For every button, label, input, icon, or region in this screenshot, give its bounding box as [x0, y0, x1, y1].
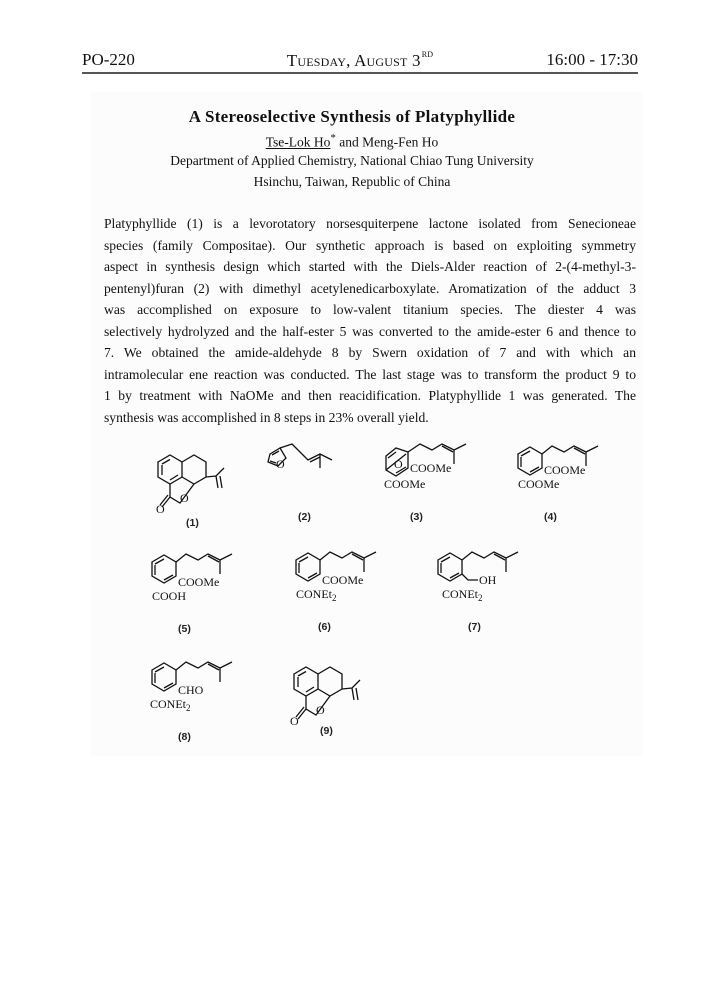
co-author: and Meng-Fen Ho — [335, 134, 439, 150]
svg-text:CONEt2: CONEt$_2$ — [296, 587, 337, 603]
svg-text:O: O — [290, 714, 299, 728]
authors — [0, 132, 704, 151]
page-header — [82, 50, 638, 74]
compound-3-structure — [380, 440, 490, 530]
author-mark: * — [330, 132, 336, 144]
svg-text:COOMe: COOMe — [384, 477, 426, 491]
session-time: 16:00 - 17:30 — [546, 50, 638, 69]
svg-text:CONEt2: CONEt$_2$ — [150, 697, 191, 713]
abstract-line: species (family Compositae). Our synthetic approach is based on exploiting symmetry — [104, 237, 636, 253]
compound-4 — [512, 440, 622, 530]
paper-title: A Stereoselective Synthesis of Platyphyllide — [188, 107, 516, 126]
compound-5-structure — [146, 546, 256, 638]
compound-4-structure — [512, 440, 622, 530]
compound-3-label: (3) — [410, 511, 423, 523]
svg-text:O: O — [180, 491, 189, 505]
compound-8 — [146, 654, 256, 746]
location: Hsinchu, Taiwan, Republic of China — [253, 174, 451, 189]
compound-2-structure — [262, 442, 362, 527]
compound-1-label: (1) — [186, 517, 199, 529]
svg-text:CHO: CHO — [178, 683, 204, 697]
compound-3 — [380, 440, 490, 530]
compound-6-structure — [290, 544, 400, 636]
svg-text:O: O — [316, 703, 325, 717]
abstract-line: intramolecular ene reaction was conducted. The last stage was to transform the product 9 to — [104, 366, 636, 382]
presenting-author: Tse-Lok Ho — [265, 134, 331, 150]
compound-1 — [148, 440, 258, 530]
compound-7-label: (7) — [468, 621, 481, 633]
abstract-line: synthesis was accomplished in 8 steps in 23% overall yield. — [104, 409, 429, 425]
svg-text:O: O — [276, 457, 285, 471]
svg-text:COOMe: COOMe — [178, 575, 220, 589]
compound-6-label: (6) — [318, 621, 331, 633]
abstract-line: pentenyl)furan (2) with dimethyl acetylenedicarboxylate. Aromatization of the adduct 3 — [104, 280, 636, 296]
compound-2 — [262, 442, 362, 527]
svg-text:COOMe: COOMe — [322, 573, 364, 587]
abstract-line: Platyphyllide (1) is a levorotatory norsesquiterpene lactone isolated from Senecioneae — [104, 216, 636, 231]
abstract-line: was accomplished on exposure to low-valent titanium species. The diester 4 was — [104, 302, 636, 317]
affiliation: Department of Applied Chemistry, National Chiao Tung University — [170, 153, 534, 168]
svg-text:CONEt2: CONEt$_2$ — [442, 587, 483, 603]
session-day-text: Tuesday, August 3 — [286, 51, 421, 70]
compound-7 — [432, 544, 542, 636]
compound-8-label: (8) — [178, 731, 191, 743]
day-suffix: RD — [421, 50, 434, 59]
compound-2-label: (2) — [298, 511, 311, 523]
compound-5-label: (5) — [178, 623, 191, 635]
abstract-line: aspect in synthesis design which started with the Diels-Alder reaction of 2-(4-methyl-3- — [104, 259, 636, 274]
compound-4-label: (4) — [544, 511, 557, 523]
compound-9 — [284, 654, 394, 744]
svg-text:COOMe: COOMe — [410, 461, 452, 475]
svg-text:COOMe: COOMe — [544, 463, 586, 477]
compound-6 — [290, 544, 400, 636]
compound-8-structure — [146, 654, 256, 746]
session-code: PO-220 — [82, 50, 135, 69]
abstract-line: selectively hydrolyzed and the half-ester 5 was converted to the amide-ester 6 and thence to — [104, 323, 636, 339]
svg-text:O: O — [394, 457, 403, 471]
compound-5 — [146, 546, 256, 638]
compound-9-structure — [284, 654, 394, 744]
svg-text:COOMe: COOMe — [518, 477, 560, 491]
svg-text:OH: OH — [479, 573, 497, 587]
compound-9-label: (9) — [320, 725, 333, 737]
abstract-line: 1 by treatment with NaOMe and then reacidification. Platyphyllide 1 was generated. The — [104, 388, 636, 403]
abstract-line: 7. We obtained the amide-aldehyde 8 by Swern oxidation of 7 and with which an — [104, 345, 636, 360]
svg-text:COOH: COOH — [152, 589, 187, 603]
compound-1-structure — [148, 440, 258, 530]
svg-text:O: O — [156, 502, 165, 516]
compound-7-structure — [432, 544, 542, 636]
abstract-body — [104, 213, 636, 428]
